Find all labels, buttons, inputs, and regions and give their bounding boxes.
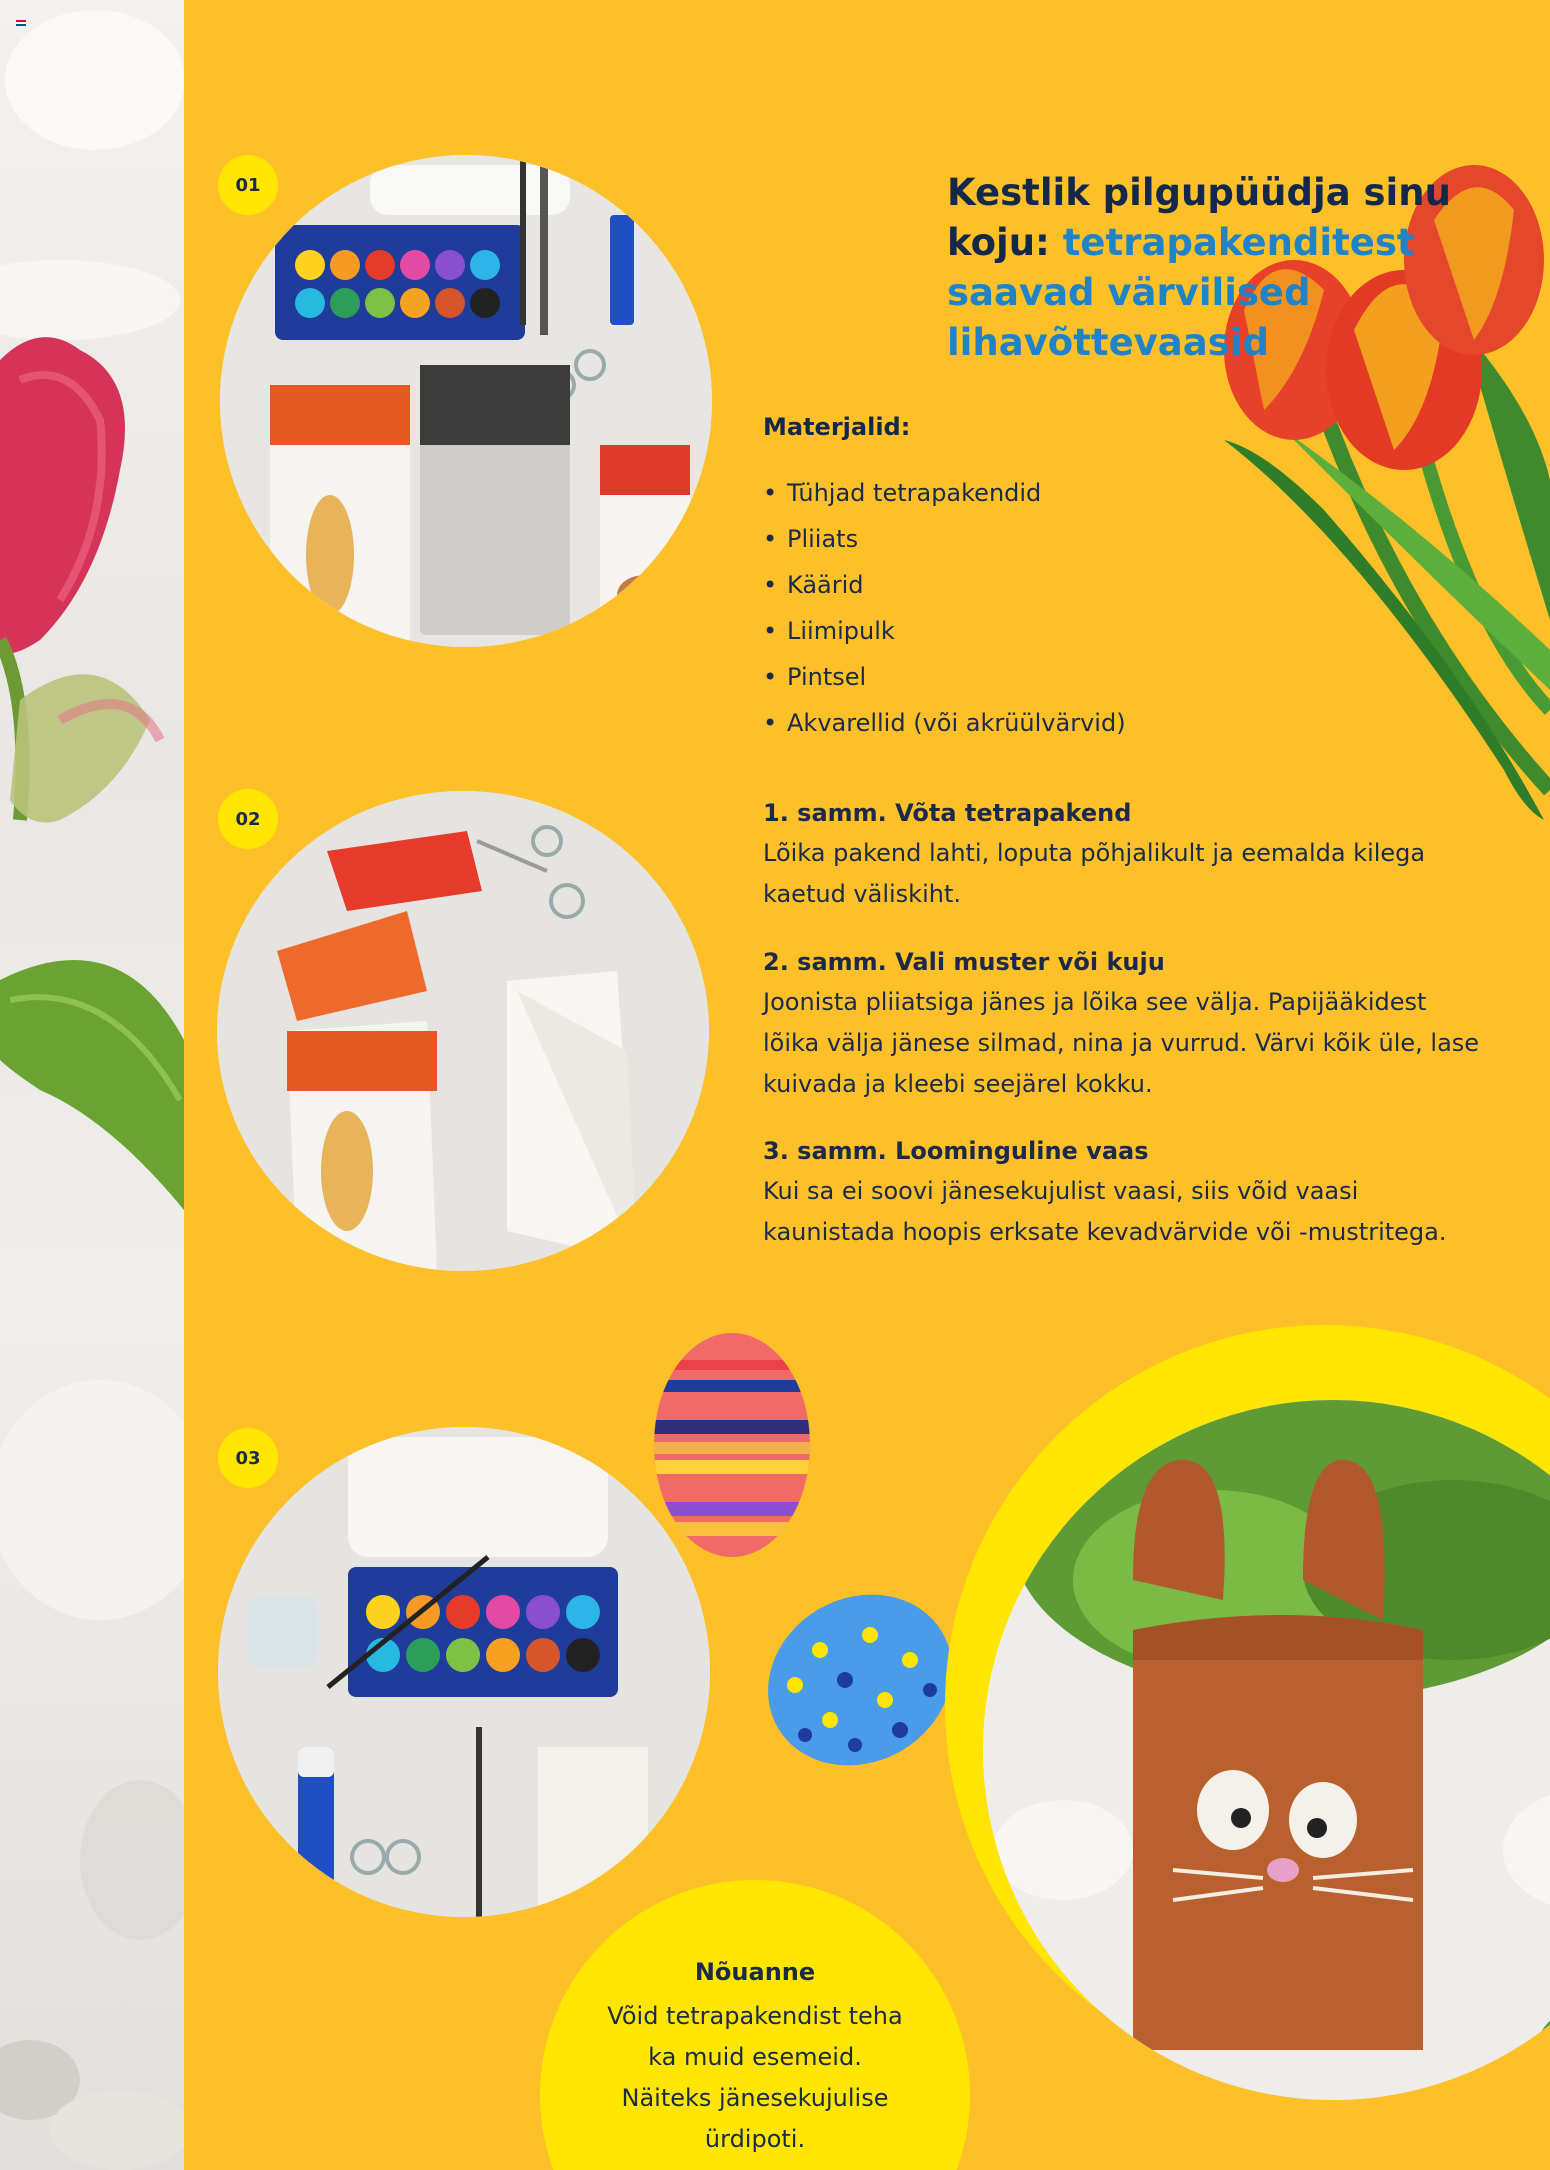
step-badge-01: 01 (218, 155, 278, 215)
left-photo-strip (0, 0, 184, 2170)
step-3 (763, 1131, 1483, 1253)
step-2 (763, 942, 1483, 1105)
striped-egg (652, 1330, 812, 1560)
step-1-photo (220, 155, 712, 647)
headline (947, 168, 1507, 368)
step-3-body: Kui sa ei soovi jänesekujulist vaasi, siis võid vaasi kaunistada hoopis erksate kevadvärvide või -mustritega. (763, 1177, 1447, 1246)
step-1-title: 1. samm. Võta tetrapakend (763, 799, 1132, 827)
tip-body: Võid tetrapakendist teha ka muid esemeid. Näiteks jänesekujulise ürdipoti. (607, 2002, 903, 2153)
materials-list (763, 470, 1126, 746)
tip-title: Nõuanne (694, 1958, 816, 1986)
step-2-photo (217, 791, 709, 1271)
list-item: • Tühjad tetrapakendid (763, 479, 1042, 507)
step-1-body: Lõika pakend lahti, loputa põhjalikult ja eemalda kilega kaetud väliskiht. (763, 839, 1426, 908)
list-item: • Käärid (763, 571, 864, 599)
dotted-egg (760, 1580, 960, 1780)
headline-part-2: tetrapakenditest saavad värvilised lihavõttevaasid (947, 221, 1415, 364)
main-panel (184, 0, 1550, 2170)
step-3-title: 3. samm. Loominguline vaas (763, 1137, 1149, 1165)
list-item: • Liimipulk (763, 617, 895, 645)
materials-title: Materjalid: (763, 413, 911, 441)
tulip-photo (0, 0, 184, 2170)
step-badge-03: 03 (218, 1428, 278, 1488)
headline-part-1: Kestlik pilgupüüdja sinu koju: (947, 171, 1451, 264)
step-badge-02: 02 (218, 789, 278, 849)
step-3-photo (218, 1427, 710, 1917)
list-item: • Akvarellid (või akrüülvärvid) (763, 709, 1126, 737)
step-2-title: 2. samm. Vali muster või kuju (763, 948, 1165, 976)
step-2-body: Joonista pliiatsiga jänes ja lõika see välja. Papijääkidest lõika välja jänese silmad, nina ja vurrud. Värvi kõik üle, lase kuivada ja kleebi seejärel kokku. (763, 988, 1480, 1098)
step-1 (763, 793, 1483, 915)
list-item: • Pliiats (763, 525, 859, 553)
tip-circle (540, 1880, 970, 2170)
list-item: • Pintsel (763, 663, 867, 691)
